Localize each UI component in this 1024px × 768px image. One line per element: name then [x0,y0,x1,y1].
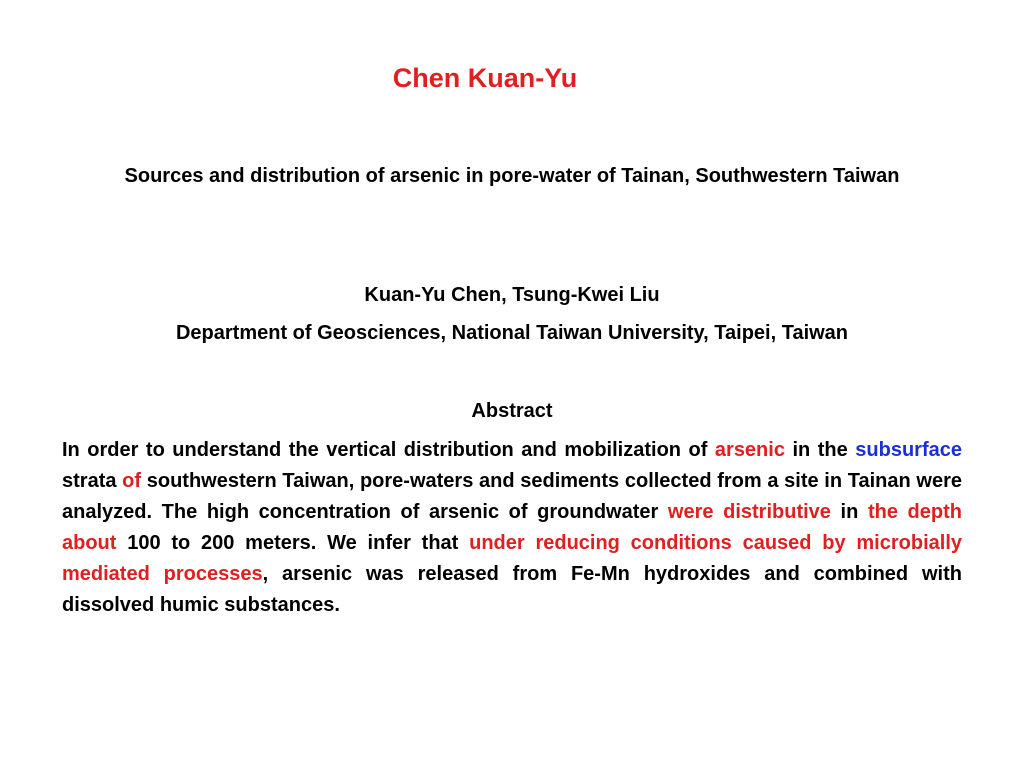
paper-title: Sources and distribution of arsenic in pore-water of Tainan, Southwestern Taiwan [124,165,900,187]
highlight-subsurface: subsurface [855,439,962,461]
presenter-name: Chen Kuan-Yu [392,63,578,93]
highlight-of: of [122,470,142,492]
highlight-were-distributive: were distributive [667,501,831,523]
affiliation: Department of Geosciences, National Taiwan University, Taipei, Taiwan [175,322,849,344]
abstract-heading: Abstract [471,400,553,422]
abstract-text: southwestern Taiwan, pore-waters and sediments collected from a site in Tainan were analyzed. The high concentration of arsenic of groundwater [62,470,962,523]
highlight-arsenic: arsenic [714,439,785,461]
highlight-depth: the depth about [62,501,962,554]
abstract-text: 100 to 200 meters. We infer that [116,532,470,554]
highlight-conditions: under reducing conditions caused by microbially mediated processes [62,532,962,585]
abstract-text: strata [62,470,123,492]
abstract-text: in [830,501,868,523]
abstract-body [62,435,962,621]
authors: Kuan-Yu Chen, Tsung-Kwei Liu [364,284,660,306]
abstract-text: in the [784,439,856,461]
abstract-text: In order to understand the vertical distribution and mobilization of [62,439,715,461]
abstract-text: , arsenic was released from Fe-Mn hydroxides and combined with dissolved humic substances. [62,563,962,616]
